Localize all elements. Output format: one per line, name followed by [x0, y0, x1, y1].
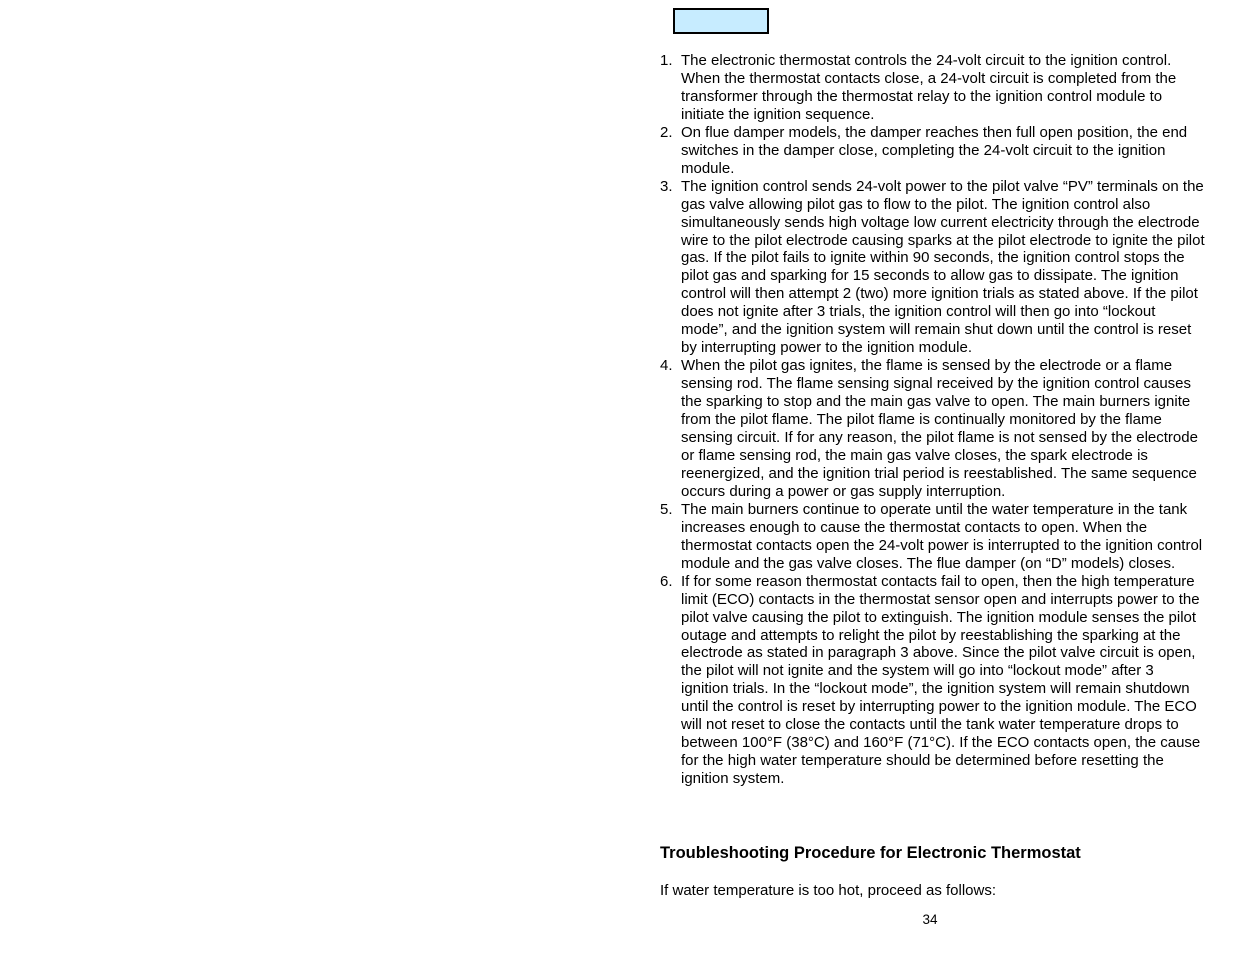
list-item-text: The electronic thermostat controls the 24-volt circuit to the ignition control. When the thermostat contacts close, a 24-volt circuit is completed from the transformer through the thermostat relay to the ignition control module to initiate the ignition sequence.	[681, 52, 1177, 123]
highlight-box	[673, 8, 769, 34]
list-item-text: On flue damper models, the damper reaches then full open position, the end switches in the damper close, completing the 24-volt circuit to the ignition module.	[681, 123, 1188, 177]
list-item	[660, 124, 1205, 178]
list-item	[660, 501, 1205, 573]
list-item	[660, 357, 1205, 501]
list-item-text: When the pilot gas ignites, the flame is sensed by the electrode or a flame sensing rod. The flame sensing signal received by the ignition control causes the sparking to stop and the main gas valve to open. The main burners ignite from the pilot flame. The pilot flame is continually monitored by the flame sensing circuit. If for any reason, the pilot flame is not sensed by the electrode or flame sensing rod, the main gas valve closes, the spark electrode is reenergized, and the ignition trial period is reestablished. The same sequence occurs during a power or gas supply interruption.	[681, 357, 1198, 500]
ignition-sequence-list	[660, 52, 1205, 788]
list-item-text: The main burners continue to operate until the water temperature in the tank increases enough to cause the thermostat contacts to open. When the thermostat contacts open the 24-volt power is interrupted to the ignition control module and the gas valve closes. The flue damper (on “D” models) closes.	[681, 500, 1203, 572]
section-heading: Troubleshooting Procedure for Electronic Thermostat	[660, 844, 1081, 862]
page-number: 34	[922, 912, 938, 927]
list-item	[660, 573, 1205, 788]
section-intro: If water temperature is too hot, proceed as follows:	[660, 882, 996, 899]
list-item	[660, 52, 1205, 124]
list-item-number: 4.	[660, 357, 673, 375]
list-item-number: 5.	[660, 500, 673, 518]
list-item-number: 2.	[660, 123, 673, 141]
list-item-number: 6.	[660, 572, 673, 590]
list-item-text: If for some reason thermostat contacts fail to open, then the high temperature limit (ECO) contacts in the thermostat sensor open and interrupts power to the pilot valve causing the pilot to extinguish. The ignition module senses the pilot outage and attempts to relight the pilot by reestablishing the sparking at the electrode as stated in paragraph 3 above. Since the pilot valve circuit is open, the pilot will not ignite and the system will go into “lockout mode” after 3 ignition trials. In the “lockout mode”, the ignition system will remain shutdown until the control is reset by interrupting power to the ignition module. The ECO will not reset to close the contacts until the tank water temperature drops to between 100°F (38°C) and 160°F (71°C). If the ECO contacts open, the cause for the high water temperature should be determined before resetting the ignition system.	[681, 572, 1201, 788]
list-item	[660, 178, 1205, 358]
list-item-number: 3.	[660, 177, 673, 195]
list-item-number: 1.	[660, 52, 673, 69]
list-item-text: The ignition control sends 24-volt power to the pilot valve “PV” terminals on the gas valve allowing pilot gas to flow to the pilot. The ignition control also simultaneously sends high voltage low current electricity through the electrode wire to the pilot electrode causing sparks at the pilot electrode to ignite the pilot gas. If the pilot fails to ignite within 90 seconds, the ignition control stops the pilot gas and sparking for 15 seconds to allow gas to dissipate. The ignition control will then attempt 2 (two) more ignition trials as stated above. If the pilot does not ignite after 3 trials, the ignition control will then go into “lockout mode”, and the ignition system will remain shut down until the control is reset by interrupting power to the ignition module.	[681, 177, 1205, 357]
